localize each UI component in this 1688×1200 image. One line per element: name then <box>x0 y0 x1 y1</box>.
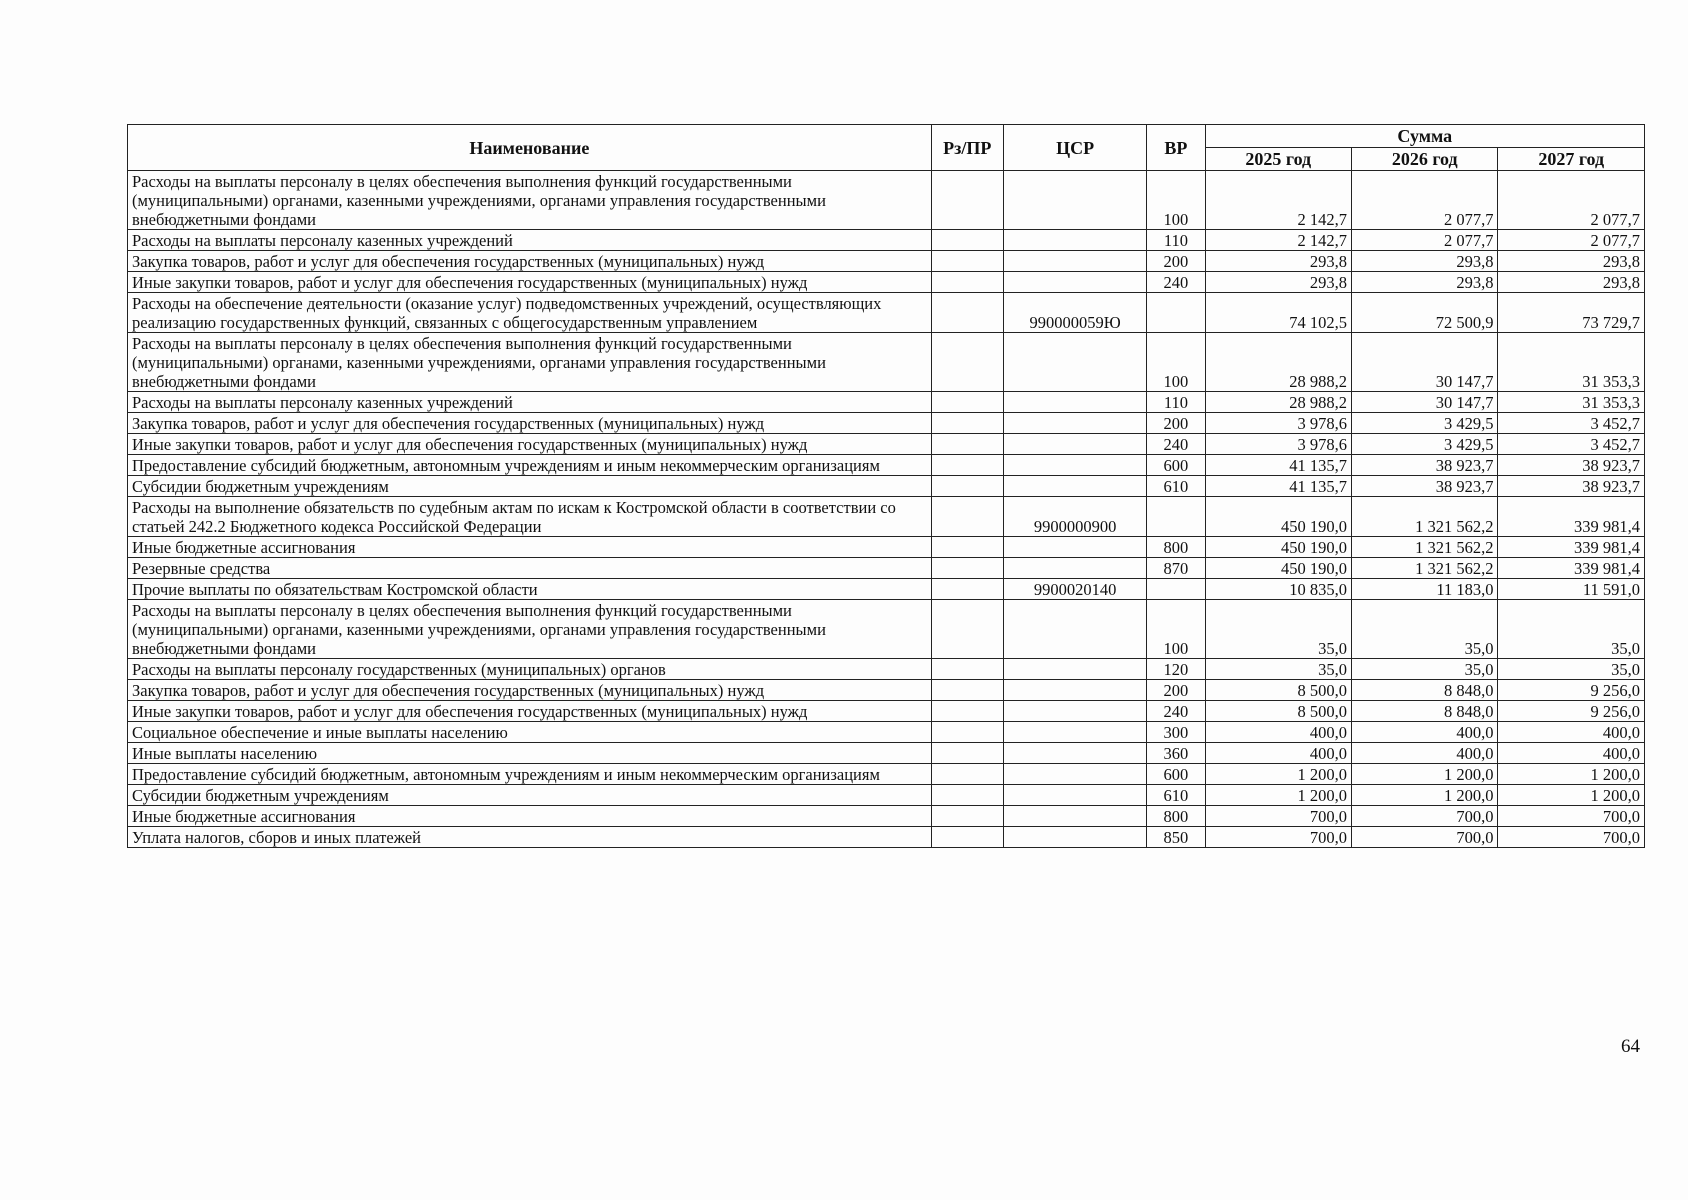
cell-2027: 339 981,4 <box>1498 497 1645 537</box>
cell-2025: 8 500,0 <box>1205 680 1351 701</box>
cell-2025: 700,0 <box>1205 827 1351 848</box>
table-row <box>128 558 1645 579</box>
cell-vr: 870 <box>1147 558 1205 579</box>
cell-csr <box>1003 785 1146 806</box>
cell-vr <box>1147 579 1205 600</box>
cell-rzpr <box>931 455 1003 476</box>
cell-vr: 610 <box>1147 476 1205 497</box>
cell-name: Предоставление субсидий бюджетным, автономным учреждениям и иным некоммерческим организациям <box>128 455 932 476</box>
table-row <box>128 785 1645 806</box>
cell-csr <box>1003 659 1146 680</box>
cell-rzpr <box>931 701 1003 722</box>
table-row <box>128 333 1645 392</box>
cell-2026: 1 321 562,2 <box>1351 497 1497 537</box>
cell-2025: 74 102,5 <box>1205 293 1351 333</box>
cell-2025: 3 978,6 <box>1205 413 1351 434</box>
cell-2027: 1 200,0 <box>1498 785 1645 806</box>
cell-vr: 800 <box>1147 806 1205 827</box>
cell-csr <box>1003 680 1146 701</box>
table-row <box>128 701 1645 722</box>
cell-2026: 2 077,7 <box>1351 171 1497 230</box>
cell-vr: 110 <box>1147 230 1205 251</box>
header-name: Наименование <box>128 125 932 171</box>
cell-rzpr <box>931 230 1003 251</box>
cell-2025: 400,0 <box>1205 722 1351 743</box>
cell-2026: 700,0 <box>1351 806 1497 827</box>
cell-rzpr <box>931 476 1003 497</box>
cell-name: Расходы на выплаты персоналу в целях обеспечения выполнения функций государственными (муниципальными) органами, казенными учреждениями, органами управления государственными внебюджетными фондами <box>128 171 932 230</box>
cell-2026: 8 848,0 <box>1351 701 1497 722</box>
cell-2025: 293,8 <box>1205 251 1351 272</box>
cell-rzpr <box>931 764 1003 785</box>
cell-name: Предоставление субсидий бюджетным, автономным учреждениям и иным некоммерческим организациям <box>128 764 932 785</box>
cell-rzpr <box>931 413 1003 434</box>
cell-csr <box>1003 251 1146 272</box>
cell-rzpr <box>931 333 1003 392</box>
table-row <box>128 600 1645 659</box>
cell-2027: 293,8 <box>1498 251 1645 272</box>
cell-name: Прочие выплаты по обязательствам Костромской области <box>128 579 932 600</box>
cell-name: Иные закупки товаров, работ и услуг для обеспечения государственных (муниципальных) нужд <box>128 434 932 455</box>
cell-rzpr <box>931 806 1003 827</box>
cell-csr <box>1003 230 1146 251</box>
cell-rzpr <box>931 171 1003 230</box>
cell-2026: 400,0 <box>1351 722 1497 743</box>
cell-2026: 38 923,7 <box>1351 476 1497 497</box>
cell-2025: 450 190,0 <box>1205 558 1351 579</box>
cell-csr <box>1003 413 1146 434</box>
cell-name: Расходы на выполнение обязательств по судебным актам по искам к Костромской области в соответствии со статьей 242.2 Бюджетного кодекса Российской Федерации <box>128 497 932 537</box>
cell-2027: 73 729,7 <box>1498 293 1645 333</box>
cell-rzpr <box>931 600 1003 659</box>
cell-name: Иные закупки товаров, работ и услуг для обеспечения государственных (муниципальных) нужд <box>128 701 932 722</box>
cell-rzpr <box>931 251 1003 272</box>
cell-name: Резервные средства <box>128 558 932 579</box>
cell-vr: 850 <box>1147 827 1205 848</box>
cell-2025: 35,0 <box>1205 600 1351 659</box>
cell-csr <box>1003 701 1146 722</box>
cell-vr: 100 <box>1147 171 1205 230</box>
cell-vr: 100 <box>1147 333 1205 392</box>
table-row <box>128 171 1645 230</box>
cell-2026: 1 321 562,2 <box>1351 537 1497 558</box>
cell-2026: 1 200,0 <box>1351 785 1497 806</box>
budget-table <box>127 124 1645 848</box>
cell-2025: 1 200,0 <box>1205 764 1351 785</box>
cell-vr: 200 <box>1147 680 1205 701</box>
cell-2025: 2 142,7 <box>1205 230 1351 251</box>
table-row <box>128 722 1645 743</box>
cell-csr <box>1003 333 1146 392</box>
cell-name: Закупка товаров, работ и услуг для обеспечения государственных (муниципальных) нужд <box>128 413 932 434</box>
table-row <box>128 659 1645 680</box>
cell-name: Расходы на выплаты персоналу государственных (муниципальных) органов <box>128 659 932 680</box>
cell-2025: 450 190,0 <box>1205 537 1351 558</box>
cell-rzpr <box>931 579 1003 600</box>
cell-2027: 9 256,0 <box>1498 701 1645 722</box>
header-sum: Сумма <box>1205 125 1644 148</box>
table-row <box>128 764 1645 785</box>
table-row <box>128 743 1645 764</box>
page-number: 64 <box>1621 1036 1640 1057</box>
cell-2027: 35,0 <box>1498 659 1645 680</box>
cell-2025: 41 135,7 <box>1205 476 1351 497</box>
cell-2025: 3 978,6 <box>1205 434 1351 455</box>
cell-2026: 8 848,0 <box>1351 680 1497 701</box>
table-row <box>128 827 1645 848</box>
cell-rzpr <box>931 392 1003 413</box>
cell-csr <box>1003 434 1146 455</box>
cell-csr: 9900020140 <box>1003 579 1146 600</box>
cell-csr <box>1003 600 1146 659</box>
header-rzpr: Рз/ПР <box>931 125 1003 171</box>
cell-rzpr <box>931 537 1003 558</box>
cell-2026: 400,0 <box>1351 743 1497 764</box>
table-row <box>128 497 1645 537</box>
cell-2026: 72 500,9 <box>1351 293 1497 333</box>
cell-2026: 38 923,7 <box>1351 455 1497 476</box>
cell-vr: 360 <box>1147 743 1205 764</box>
cell-vr: 200 <box>1147 251 1205 272</box>
cell-rzpr <box>931 558 1003 579</box>
header-vr: ВР <box>1147 125 1205 171</box>
cell-2026: 293,8 <box>1351 251 1497 272</box>
cell-2027: 3 452,7 <box>1498 434 1645 455</box>
cell-vr: 600 <box>1147 455 1205 476</box>
cell-csr <box>1003 455 1146 476</box>
table-body <box>128 171 1645 848</box>
cell-csr <box>1003 827 1146 848</box>
cell-vr: 240 <box>1147 701 1205 722</box>
cell-name: Иные закупки товаров, работ и услуг для обеспечения государственных (муниципальных) нужд <box>128 272 932 293</box>
cell-name: Закупка товаров, работ и услуг для обеспечения государственных (муниципальных) нужд <box>128 680 932 701</box>
cell-2025: 293,8 <box>1205 272 1351 293</box>
cell-2027: 31 353,3 <box>1498 333 1645 392</box>
table-row <box>128 392 1645 413</box>
cell-2027: 9 256,0 <box>1498 680 1645 701</box>
cell-2026: 30 147,7 <box>1351 392 1497 413</box>
cell-2027: 35,0 <box>1498 600 1645 659</box>
cell-csr <box>1003 476 1146 497</box>
cell-name: Расходы на выплаты персоналу казенных учреждений <box>128 392 932 413</box>
cell-csr <box>1003 537 1146 558</box>
cell-csr <box>1003 272 1146 293</box>
cell-vr <box>1147 293 1205 333</box>
cell-rzpr <box>931 272 1003 293</box>
cell-2025: 28 988,2 <box>1205 333 1351 392</box>
cell-2026: 2 077,7 <box>1351 230 1497 251</box>
cell-2025: 450 190,0 <box>1205 497 1351 537</box>
header-year-2026: 2026 год <box>1351 148 1497 171</box>
table-row <box>128 455 1645 476</box>
cell-2026: 700,0 <box>1351 827 1497 848</box>
cell-vr: 120 <box>1147 659 1205 680</box>
cell-name: Закупка товаров, работ и услуг для обеспечения государственных (муниципальных) нужд <box>128 251 932 272</box>
table-row <box>128 251 1645 272</box>
cell-2026: 11 183,0 <box>1351 579 1497 600</box>
cell-csr: 9900000900 <box>1003 497 1146 537</box>
cell-name: Социальное обеспечение и иные выплаты населению <box>128 722 932 743</box>
cell-2025: 10 835,0 <box>1205 579 1351 600</box>
cell-2027: 293,8 <box>1498 272 1645 293</box>
cell-vr: 200 <box>1147 413 1205 434</box>
cell-2027: 11 591,0 <box>1498 579 1645 600</box>
cell-2026: 35,0 <box>1351 600 1497 659</box>
cell-2025: 8 500,0 <box>1205 701 1351 722</box>
cell-csr <box>1003 558 1146 579</box>
cell-vr: 240 <box>1147 272 1205 293</box>
cell-csr <box>1003 743 1146 764</box>
cell-vr: 110 <box>1147 392 1205 413</box>
table-row <box>128 293 1645 333</box>
cell-2025: 1 200,0 <box>1205 785 1351 806</box>
cell-rzpr <box>931 497 1003 537</box>
table-row <box>128 476 1645 497</box>
cell-2026: 1 321 562,2 <box>1351 558 1497 579</box>
cell-2025: 35,0 <box>1205 659 1351 680</box>
cell-name: Субсидии бюджетным учреждениям <box>128 476 932 497</box>
cell-rzpr <box>931 722 1003 743</box>
table-row <box>128 680 1645 701</box>
cell-2027: 339 981,4 <box>1498 537 1645 558</box>
table-header <box>128 125 1645 171</box>
cell-2027: 400,0 <box>1498 722 1645 743</box>
header-csr: ЦСР <box>1003 125 1146 171</box>
cell-rzpr <box>931 743 1003 764</box>
cell-2027: 38 923,7 <box>1498 476 1645 497</box>
cell-csr <box>1003 722 1146 743</box>
cell-vr: 300 <box>1147 722 1205 743</box>
cell-csr: 990000059Ю <box>1003 293 1146 333</box>
cell-name: Иные бюджетные ассигнования <box>128 537 932 558</box>
cell-name: Расходы на обеспечение деятельности (оказание услуг) подведомственных учреждений, осуществляющих реализацию государственных функций, связанных с общегосударственным управлением <box>128 293 932 333</box>
cell-vr: 100 <box>1147 600 1205 659</box>
cell-name: Иные выплаты населению <box>128 743 932 764</box>
table-row <box>128 806 1645 827</box>
cell-2025: 700,0 <box>1205 806 1351 827</box>
cell-2027: 400,0 <box>1498 743 1645 764</box>
cell-vr: 610 <box>1147 785 1205 806</box>
cell-rzpr <box>931 827 1003 848</box>
cell-2025: 400,0 <box>1205 743 1351 764</box>
table-row <box>128 434 1645 455</box>
table-row <box>128 272 1645 293</box>
cell-name: Расходы на выплаты персоналу в целях обеспечения выполнения функций государственными (муниципальными) органами, казенными учреждениями, органами управления государственными внебюджетными фондами <box>128 600 932 659</box>
cell-2026: 35,0 <box>1351 659 1497 680</box>
cell-name: Уплата налогов, сборов и иных платежей <box>128 827 932 848</box>
cell-rzpr <box>931 680 1003 701</box>
cell-vr: 800 <box>1147 537 1205 558</box>
table-row <box>128 579 1645 600</box>
cell-2027: 38 923,7 <box>1498 455 1645 476</box>
cell-2026: 3 429,5 <box>1351 413 1497 434</box>
cell-2025: 28 988,2 <box>1205 392 1351 413</box>
cell-rzpr <box>931 434 1003 455</box>
cell-rzpr <box>931 293 1003 333</box>
cell-vr: 240 <box>1147 434 1205 455</box>
table-row <box>128 230 1645 251</box>
cell-2027: 31 353,3 <box>1498 392 1645 413</box>
cell-2025: 2 142,7 <box>1205 171 1351 230</box>
cell-2027: 3 452,7 <box>1498 413 1645 434</box>
cell-csr <box>1003 764 1146 785</box>
cell-rzpr <box>931 659 1003 680</box>
cell-2027: 1 200,0 <box>1498 764 1645 785</box>
cell-vr: 600 <box>1147 764 1205 785</box>
cell-csr <box>1003 806 1146 827</box>
cell-2026: 293,8 <box>1351 272 1497 293</box>
cell-2026: 1 200,0 <box>1351 764 1497 785</box>
cell-2026: 3 429,5 <box>1351 434 1497 455</box>
cell-2025: 41 135,7 <box>1205 455 1351 476</box>
cell-2027: 2 077,7 <box>1498 230 1645 251</box>
cell-rzpr <box>931 785 1003 806</box>
table-row <box>128 413 1645 434</box>
cell-2027: 339 981,4 <box>1498 558 1645 579</box>
cell-vr <box>1147 497 1205 537</box>
cell-2026: 30 147,7 <box>1351 333 1497 392</box>
cell-name: Расходы на выплаты персоналу казенных учреждений <box>128 230 932 251</box>
header-year-2025: 2025 год <box>1205 148 1351 171</box>
header-year-2027: 2027 год <box>1498 148 1645 171</box>
cell-csr <box>1003 171 1146 230</box>
cell-2027: 700,0 <box>1498 806 1645 827</box>
cell-name: Субсидии бюджетным учреждениям <box>128 785 932 806</box>
cell-2027: 2 077,7 <box>1498 171 1645 230</box>
cell-2027: 700,0 <box>1498 827 1645 848</box>
table-row <box>128 537 1645 558</box>
cell-name: Иные бюджетные ассигнования <box>128 806 932 827</box>
cell-csr <box>1003 392 1146 413</box>
cell-name: Расходы на выплаты персоналу в целях обеспечения выполнения функций государственными (муниципальными) органами, казенными учреждениями, органами управления государственными внебюджетными фондами <box>128 333 932 392</box>
